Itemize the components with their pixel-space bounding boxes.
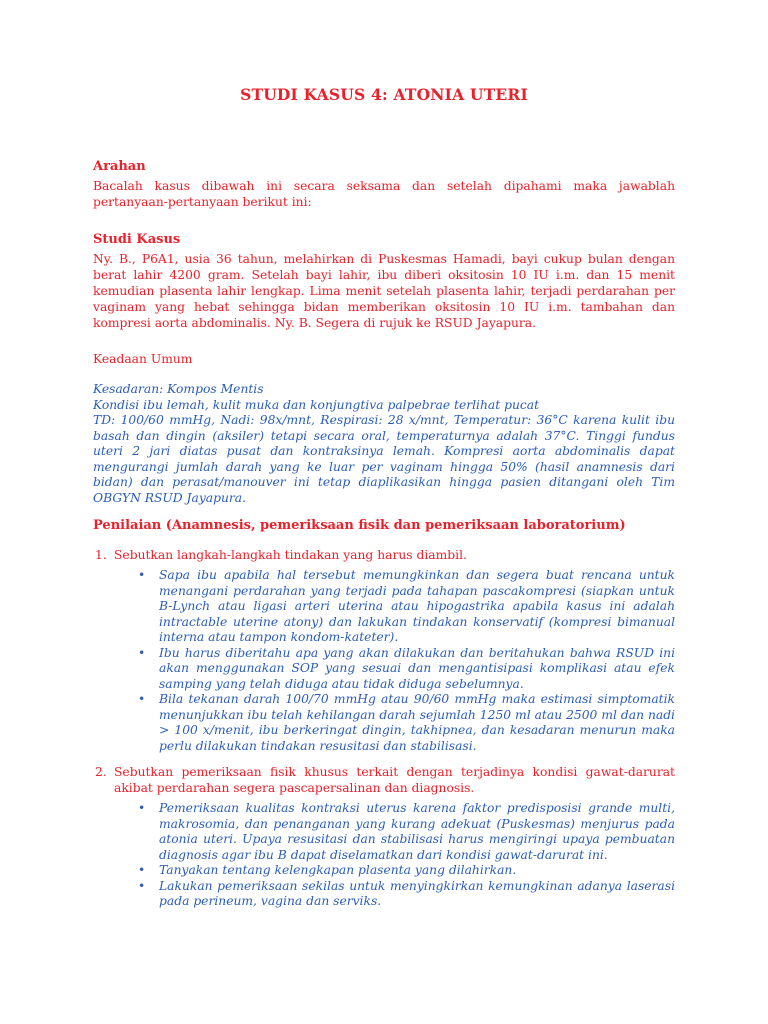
answer-item (138, 801, 675, 863)
answer-text: Ibu harus diberitahu apa yang akan dilakukan dan beritahukan bahwa RSUD ini akan menggunakan SOP yang sesuai dan mengantisipasi komplikasi atau efek samping yang telah diduga atau tidak diduga sebelumnya. (159, 645, 675, 691)
question-list (93, 547, 675, 910)
question-item (93, 547, 675, 754)
kondisi-line: Kondisi ibu lemah, kulit muka dan konjungtiva palpebrae terlihat pucat (93, 397, 540, 412)
answer-text: Lakukan pemeriksaan sekilas untuk menyingkirkan kemungkinan adanya laserasi pada perineum, vagina dan serviks. (159, 878, 675, 908)
answer-item (138, 646, 675, 693)
question-text: Sebutkan pemeriksaan fisik khusus terkait dengan terjadinya kondisi gawat-darurat akibat perdarahan segera pascapersalinan dan diagnosis. (114, 765, 675, 795)
answer-item (138, 863, 675, 879)
document-title: STUDI KASUS 4: ATONIA UTERI (240, 85, 528, 104)
answer-item (138, 568, 675, 646)
answer-text: Sapa ibu apabila hal tersebut memungkinkan dan segera buat rencana untuk menangani perdarahan yang terjadi pada tahapan pascakompresi (siapkan untuk B-Lynch atau ligasi arteri uterina atau hipogastrika apabila kasus ini adalah intractable uterine atony) dan lakukan tindakan konservatif (kompresi bimanual interna atau tampon kondom-kateter). (159, 568, 675, 644)
answer-item (138, 692, 675, 754)
vital-signs-paragraph: TD: 100/60 mmHg, Nadi: 98x/mnt, Respirasi: 28 x/mnt, Temperatur: 36°C karena kulit ibu basah dan dingin (aksiler) tetapi secara oral, temperaturnya adalah 37°C. Tinggi fundus uteri 2 jari diatas pusat dan kontraksinya lemah. Kompresi aorta abdominalis dapat mengurangi jumlah darah yang ke luar per vaginam hingga 50% (hasil anamnesis dari bidan) dan perasat/manouver ini tetap diaplikasikan hingga pasien ditangani oleh Tim OBGYN RSUD Jayapura. (93, 413, 675, 505)
document-page (93, 85, 675, 920)
bullet-icon: • (138, 878, 146, 893)
keadaan-umum-details (93, 382, 675, 506)
answer-text: Pemeriksaan kualitas kontraksi uterus karena faktor predisposisi grande multi, makrosomia, dan penanganan yang kurang adekuat (Puskesmas) menjurus pada atonia uteri. Upaya resusitasi dan stabilisasi harus mengiringi upaya pembuatan diagnosis agar ibu B dapat diselamatkan dari kondisi gawat-darurat ini. (159, 801, 675, 862)
keadaan-umum-section (93, 351, 675, 506)
question-item (93, 764, 675, 910)
bullet-icon: • (138, 863, 146, 877)
bullet-icon: • (138, 801, 146, 815)
studi-kasus-section (93, 232, 675, 331)
arahan-section (93, 159, 675, 210)
arahan-heading: Arahan (93, 159, 146, 174)
question-text: Sebutkan langkah-langkah tindakan yang harus diambil. (114, 548, 467, 562)
question-number: 2. (95, 765, 107, 779)
answer-text: Bila tekanan darah 100/70 mmHg atau 90/60 mmHg maka estimasi simptomatik menunjukkan ibu telah kehilangan darah sejumlah 1250 ml atau 2500 ml dan nadi > 100 x/menit, ibu berkeringat dingin, takhipnea, dan kesadaran menurun maka perlu dilakukan tindakan resusitasi dan stabilisasi. (159, 692, 675, 753)
kesadaran-line: Kesadaran: Kompos Mentis (93, 382, 264, 396)
bullet-icon: • (138, 568, 146, 582)
bullet-icon: • (138, 692, 146, 706)
arahan-text: Bacalah kasus dibawah ini secara seksama dan setelah dipahami maka jawablah pertanyaan-pertanyaan berikut ini: (93, 179, 675, 209)
studi-kasus-text: Ny. B., P6A1, usia 36 tahun, melahirkan di Puskesmas Hamadi, bayi cukup bulan dengan berat lahir 4200 gram. Setelah bayi lahir, ibu diberi oksitosin 10 IU i.m. dan 15 menit kemudian plasenta lahir lengkap. Lima menit setelah plasenta lahir, terjadi perdarahan per vaginam yang hebat sehingga bidan memberikan oksitosin 10 IU i.m. tambahan dan kompresi aorta abdominalis. Ny. B. Segera di rujuk ke RSUD Jayapura. (93, 252, 675, 330)
keadaan-umum-heading: Keadaan Umum (93, 352, 193, 366)
penilaian-heading: Penilaian (Anamnesis, pemeriksaan fisik dan pemeriksaan laboratorium) (93, 518, 626, 533)
answer-item (138, 879, 675, 910)
studi-kasus-heading: Studi Kasus (93, 232, 181, 247)
answer-list (114, 801, 675, 910)
answer-text: Tanyakan tentang kelengkapan plasenta yang dilahirkan. (159, 863, 517, 877)
question-number: 1. (95, 548, 107, 562)
answer-list (114, 568, 675, 754)
bullet-icon: • (138, 645, 146, 660)
